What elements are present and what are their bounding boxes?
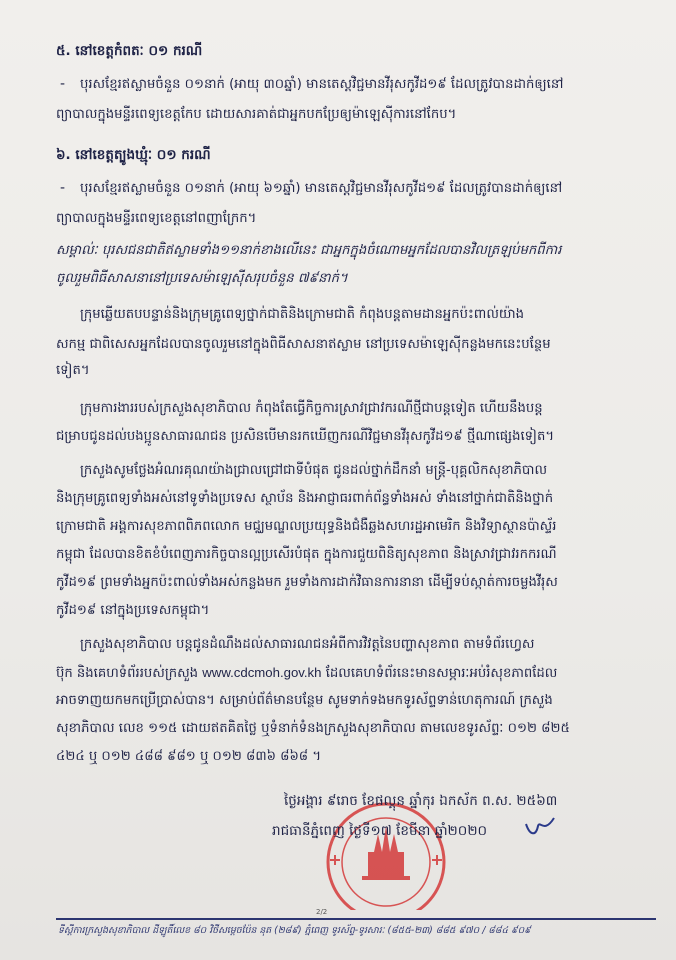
- note-line-1: សម្គាល់ៈ បុរសជនជាតិឥស្លាមទាំង១១នាក់ខាងលើនេះ ជាអ្នកក្នុងចំណោមអ្នកដែលបានវិលត្រឡប់មកពីការ: [56, 243, 562, 258]
- para-4-line-3: អាចទាញយកមកប្រើប្រាស់បាន។ សម្រាប់ព័ត៌មានបន្ថែម សូមទាក់ទងមកទូរស័ព្ទទាន់ហេតុការណ៍ ក្រសួង: [56, 693, 553, 708]
- page-number: 2/2: [316, 908, 328, 916]
- para-3-line-3: ក្រោមជាតិ អង្គការសុខភាពពិភពលោក មជ្ឈមណ្ឌលប្រយុទ្ធនិងជំងឺឆ្លងសហរដ្ឋអាមេរិក និងវិទ្យាស្ថានប៉ាស្ទ័រ: [56, 519, 557, 534]
- para-4-line-2-after: ដែលគេហទំព័រនេះមានសម្ភារៈអប់រំសុខភាពដែល: [325, 666, 558, 681]
- para-4-line-5: ៤២៤ ឬ ០១២ ៤៨៨ ៩៨១ ឬ ០១២ ៨៣៦ ៨៦៨ ។: [56, 749, 322, 764]
- para-2-line-1: ក្រុមការងាររបស់ក្រសួងសុខាភិបាល កំពុងតែធ្វើកិច្ចការស្រាវជ្រាវករណីថ្មីជាបន្តទៀត ហើយនឹងបន្ត: [80, 401, 543, 416]
- signature-mark-icon: [522, 816, 558, 838]
- section-5-bullet: -: [60, 76, 66, 92]
- para-4-line-2-before: ប៊ុក និងគេហទំព័ររបស់ក្រសួង: [56, 666, 199, 681]
- section-6-bullet: -: [60, 180, 66, 196]
- para-1-line-2: សកម្ម ជាពិសេសអ្នកដែលបានចូលរួមនៅក្នុងពិធីសាសនាឥស្លាម នៅប្រទេសម៉ាឡេស៊ីកន្លងមកនេះបន្ថែម: [56, 337, 551, 352]
- para-3-line-2: និងក្រុមគ្រូពេទ្យទាំងអស់នៅទូទាំងប្រទេស ស្ថាប័ន និងអាជ្ញាធរពាក់ព័ន្ធទាំងអស់ ទាំងនៅថ្នាក់ជាតិនិងថ្នាក់: [56, 491, 554, 506]
- para-3-line-4: កម្ពុជា ដែលបានខិតខំបំពេញភារកិច្ចបានល្អប្រសើរបំផុត ក្នុងការជួយពិនិត្យសុខភាព និងស្រាវជ្រាវរកករណី: [56, 547, 557, 562]
- para-1-line-1: ក្រុមឆ្លើយតបបន្ទាន់និងក្រុមគ្រូពេទ្យថ្នាក់ជាតិនិងក្រោមជាតិ កំពុងបន្តតាមដានអ្នកប៉ះពាល់យ៉ាង: [80, 307, 524, 322]
- section-5-line-1: បុរសខ្មែរឥស្លាមចំនួន ០១នាក់ (អាយុ ៣០ឆ្នាំ) មានតេស្តវិជ្ជមានវីរុសកូវីដ១៩ ដែលត្រូវបានដាក់ឲ្យនៅ: [80, 77, 564, 92]
- section-6-heading: ៦. នៅខេត្តត្បូងឃ្មុំៈ ០១ ករណី: [56, 147, 211, 163]
- lunar-date: ថ្ងៃអង្គារ ៩រោច ខែផល្គុន ឆ្នាំកុរ ឯកស័ក ព.ស. ២៥៦៣: [284, 793, 558, 809]
- section-6-line-2: ព្យាបាលក្នុងមន្ទីរពេទ្យខេត្តនៅពញាក្រែក។: [56, 211, 257, 226]
- para-3-line-1: ក្រសួងសូមថ្លែងអំណរគុណយ៉ាងជ្រាលជ្រៅជាទីបំផុត ជូនដល់ថ្នាក់ដឹកនាំ មន្ត្រី-បុគ្គលិកសុខាភិបាល: [80, 463, 548, 478]
- para-1-line-3: ទៀត។: [56, 363, 90, 378]
- section-5-heading: ៥. នៅខេត្តកំពតៈ ០១ ករណី: [56, 43, 203, 59]
- para-4-line-2: [56, 664, 557, 683]
- ministry-seal-stamp: [316, 800, 456, 910]
- website-link[interactable]: www.cdcmoh.gov.kh: [202, 665, 322, 680]
- para-4-line-4: សុខាភិបាល លេខ ១១៥ ដោយឥតគិតថ្លៃ ឬទំនាក់ទំនងក្រសួងសុខាភិបាល តាមលេខទូរស័ព្ទៈ ០១២ ៨២៥: [56, 721, 570, 736]
- section-6-line-1: បុរសខ្មែរឥស្លាមចំនួន ០១នាក់ (អាយុ ៦១ឆ្នាំ) មានតេស្តវិជ្ជមានវីរុសកូវីដ១៩ ដែលត្រូវបានដាក់ឲ្យនៅ: [80, 181, 563, 196]
- footer-divider: [56, 918, 656, 920]
- para-4-line-1: ក្រសួងសុខាភិបាល បន្តជូនដំណឹងដល់សាធារណជនអំពីការវិវត្តនៃបញ្ហាសុខភាព តាមទំព័រហ្វេស: [80, 637, 535, 652]
- para-2-line-2: ជម្រាបជូនដល់បងប្អូនសាធារណជន ប្រសិនបើមានរកឃើញករណីវិជ្ជមានវីរុសកូវីដ១៩ ថ្មីណាផ្សេងទៀត។: [56, 429, 555, 444]
- note-line-2: ចូលរួមពិធីសាសនានៅប្រទេសម៉ាឡេស៊ីសរុបចំនួន ៧៩នាក់។: [56, 271, 348, 286]
- place-and-date: រាជធានីភ្នំពេញ ថ្ងៃទី១៧ ខែមីនា ឆ្នាំ២០២០: [272, 823, 488, 839]
- para-3-line-5: កូវីដ១៩ ព្រមទាំងអ្នកប៉ះពាល់ទាំងអស់កន្លងមក រួមទាំងការដាក់វិធានការនានា ដើម្បីទប់ស្កាត់ការចម្លងវីរុស: [56, 575, 558, 590]
- para-3-line-6: កូវីដ១៩ នៅក្នុងប្រទេសកម្ពុជា។: [56, 603, 210, 618]
- section-5-line-2: ព្យាបាលក្នុងមន្ទីរពេទ្យខេត្តកែប ដោយសារគាត់ជាអ្នកបកប្រែឲ្យម៉ាឡេស៊ីការនៅកែប។: [56, 107, 457, 122]
- footer-address: ទីស្តីការក្រសួងសុខាភិបាល ដីឡូតិ៍លេខ ៨០ វិថីសម្តេចប៉ែន នុត (២៨៩) ភ្នំពេញ ទូរស័ព្ទ-ទូរសារៈ (៨៥៥-២៣) ៨៨៥ ៩៧០ / ៨៨៤ ៩០៩: [58, 925, 531, 936]
